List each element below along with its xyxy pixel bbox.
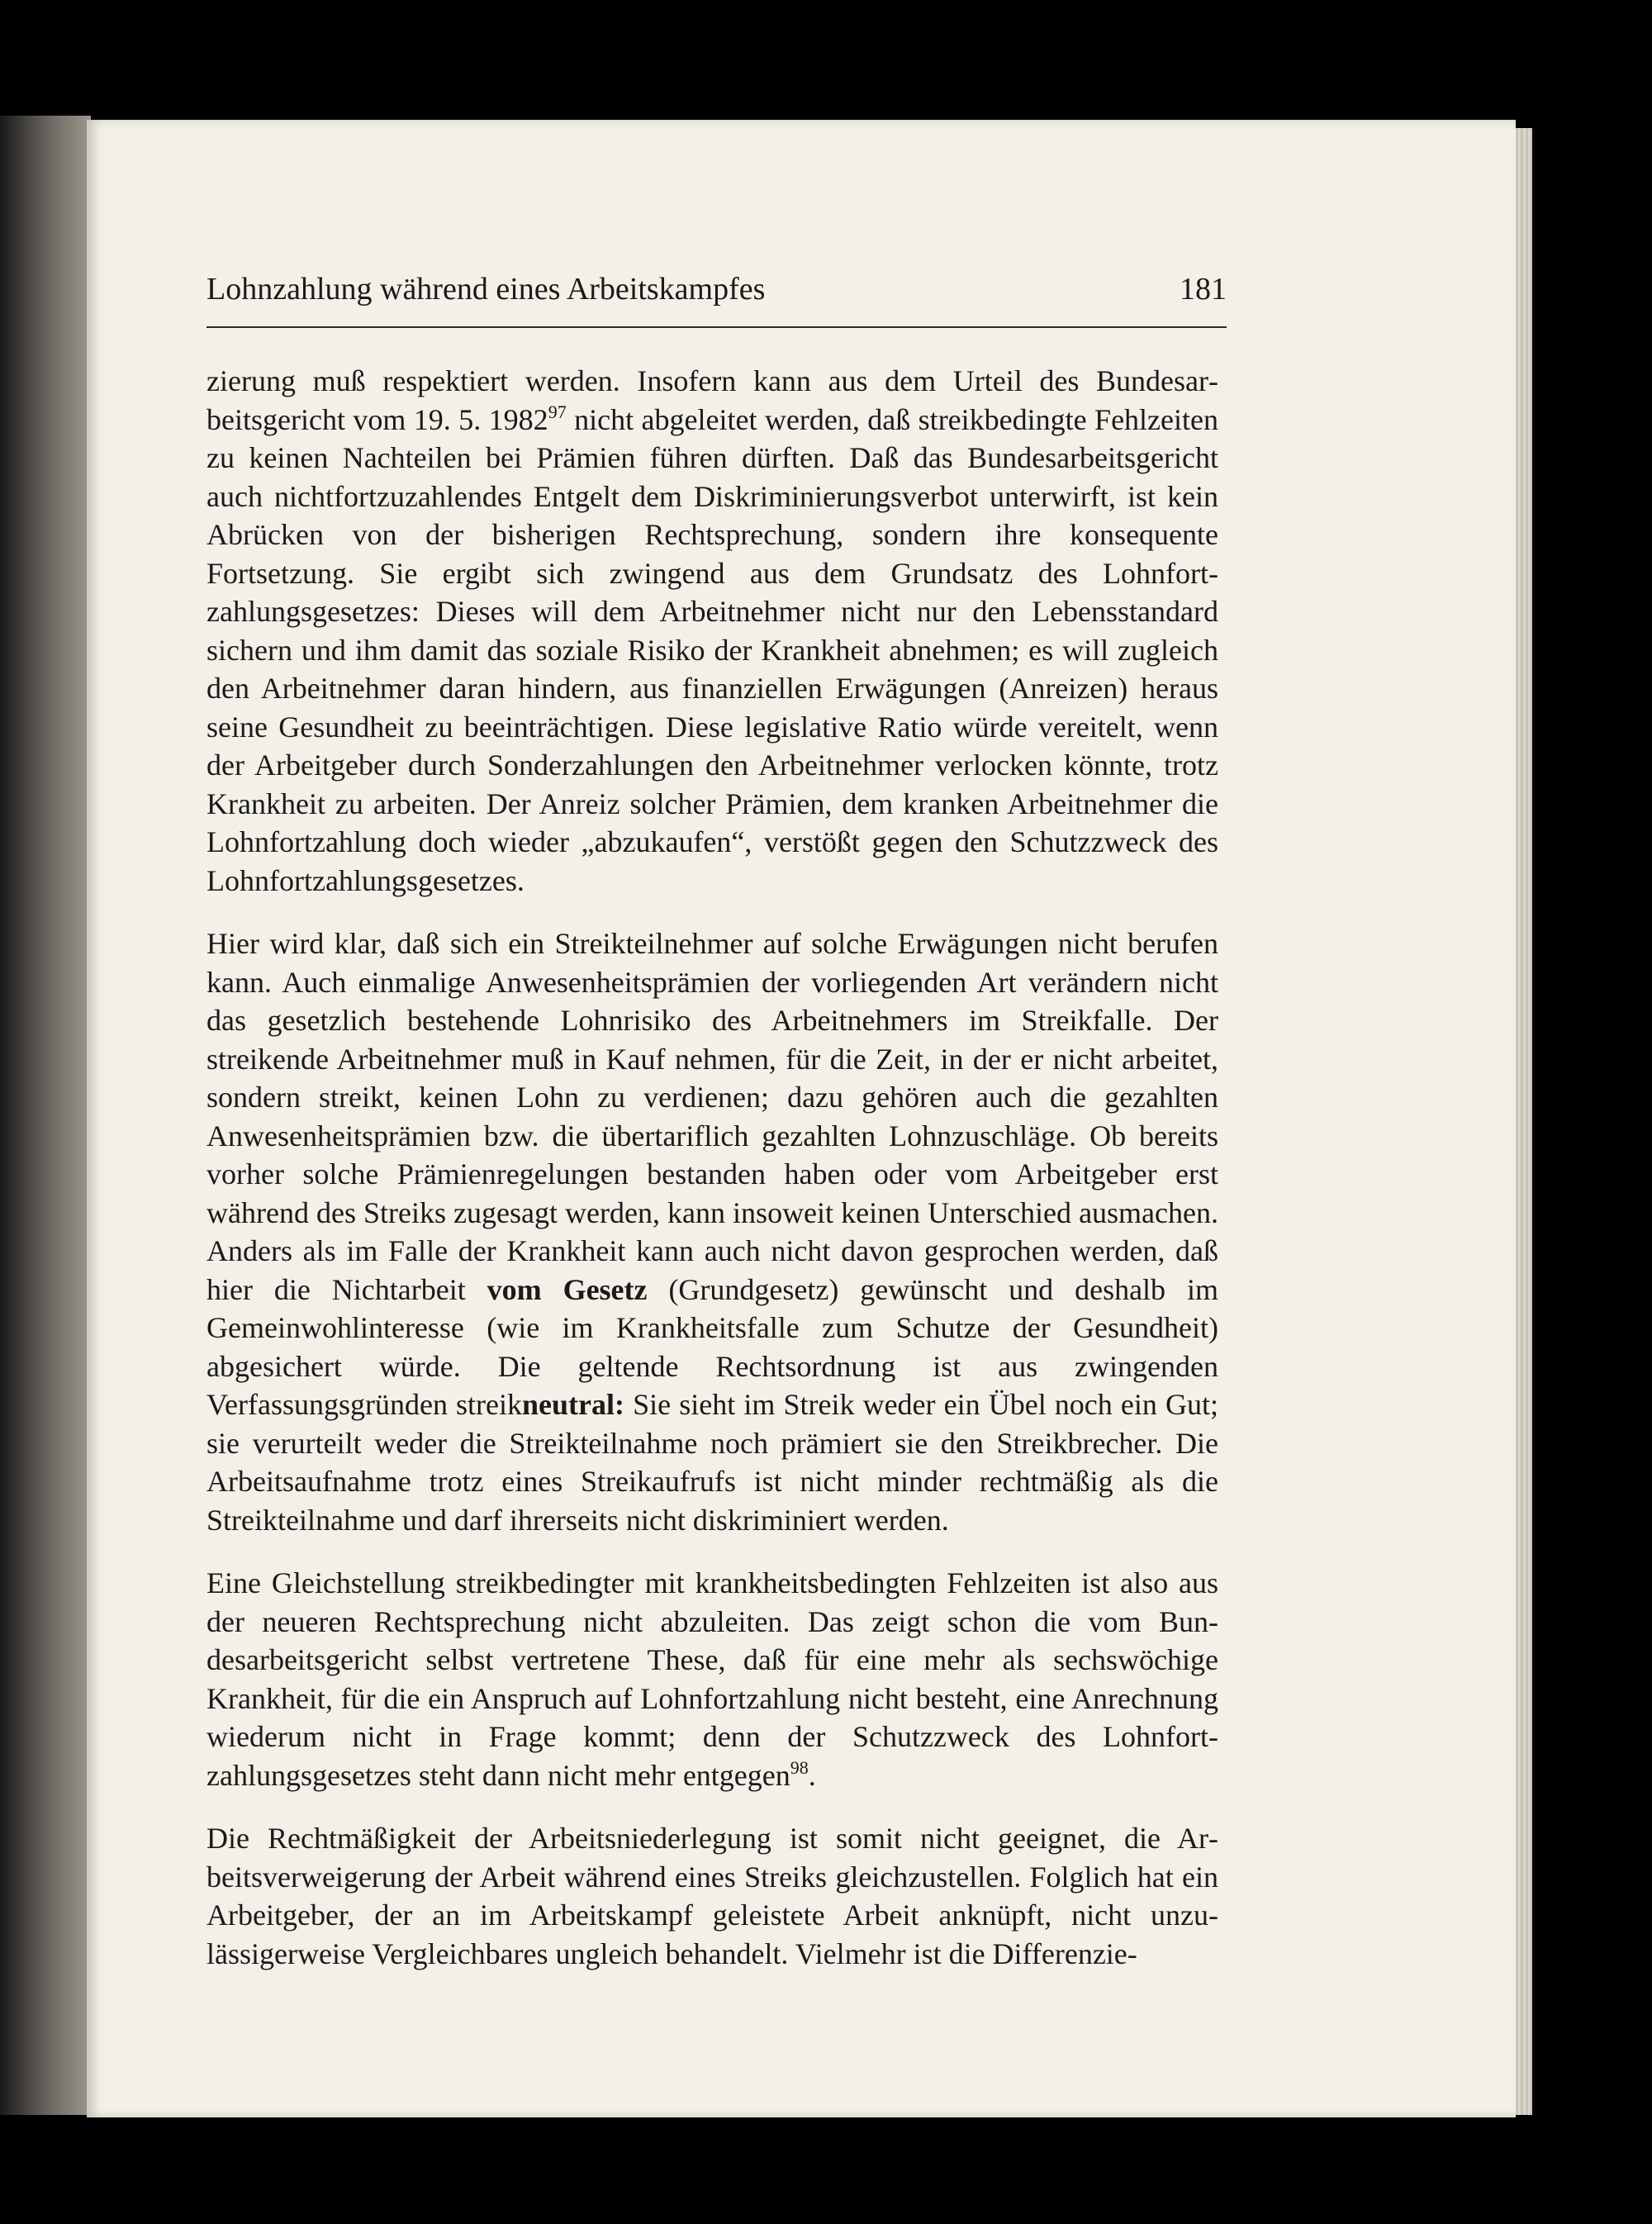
running-header-title: Lohnzahlung während eines Arbeitskampfes	[206, 272, 766, 307]
page-number: 181	[1180, 272, 1227, 307]
paragraph-text: zierung muß respektiert werden. Insofern kann aus dem Urteil des Bundesarbeitsgericht vom 19. 5. 1982	[206, 364, 1218, 436]
paragraph-text: .	[808, 1758, 816, 1792]
header-rule	[206, 326, 1227, 328]
paragraph	[206, 924, 1218, 1539]
left-page-edge	[0, 116, 91, 2115]
emphasized-text: vom Gesetz	[487, 1272, 648, 1306]
body-text	[206, 362, 1218, 1998]
paragraph-text: Eine Gleichstellung streikbedingter mit krankheitsbedingten Fehlzeiten ist also aus der neueren Rechtsprechung nicht abzuleiten. Das zeigt schon die vom Bundesarbeitsgericht selbst vertretene These, daß für eine mehr als sechswöchige Krankheit, für die ein Anspruch auf Lohnfortzahlung nicht besteht, eine Anrechnung wiederum nicht in Frage kommt; denn der Schutzzweck des Lohnfortzahlungsgesetzes steht dann nicht mehr entgegen	[206, 1566, 1218, 1792]
paragraph-text: nicht abgeleitet werden, daß streikbedingte Fehlzeiten zu keinen Nachteilen bei Prämien führen dürften. Daß das Bundesarbeitsgericht auch nichtfortzuzahlendes Entgelt dem Diskriminierungsverbot unterwirft, ist kein Abrücken von der bisherigen Rechtsprechung, sondern ihre konsequente Fortsetzung. Sie ergibt sich zwingend aus dem Grundsatz des Lohnfortzahlungsgesetzes: Dieses will dem Arbeitnehmer nicht nur den Lebensstandard sichern und ihm damit das soziale Risiko der Krankheit abnehmen; es will zugleich den Arbeitnehmer daran hindern, aus finanziellen Erwägungen (Anreizen) heraus seine Gesundheit zu beeinträchtigen. Diese legislative Ratio würde vereitelt, wenn der Arbeitgeber durch Sonderzahlungen den Arbeitnehmer verlocken könnte, trotz Krankheit zu arbeiten. Der Anreiz solcher Prämien, dem kranken Arbeitnehmer die Lohnfortzahlung doch wieder „abzukaufen“, verstößt gegen den Schutzzweck des Lohnfortzahlungsgesetzes.	[206, 402, 1218, 897]
paragraph-text: Sie sieht im Streik weder ein Übel noch ein Gut; sie verurteilt weder die Streikteilnahme noch prämiert sie den Streikbrecher. Die Arbeitsaufnahme trotz eines Streikaufrufs ist nicht minder rechtmäßig als die Streikteilnahme und darf ihrerseits nicht diskriminiert werden.	[206, 1388, 1218, 1537]
footnote-reference: 97	[548, 401, 567, 422]
paragraph-text: Die Rechtmäßigkeit der Arbeitsniederlegung ist somit nicht geeignet, die Arbeitsverweigerung der Arbeit während eines Streiks gleichzustellen. Folglich hat ein Arbeitgeber, der an im Arbeitskampf geleistete Arbeit anknüpft, nicht unzulässigerweise Vergleichbares ungleich behandelt. Vielmehr ist die Differenzie-	[206, 1822, 1218, 1970]
paragraph-text: Hier wird klar, daß sich ein Streikteilnehmer auf solche Erwägungen nicht berufen kann. Auch einmalige Anwesenheitsprämien der vorliegenden Art verändern nicht das gesetzlich bestehende Lohnrisiko des Arbeitnehmers im Streikfalle. Der streikende Arbeitnehmer muß in Kauf nehmen, für die Zeit, in der er nicht arbeitet, sondern streikt, keinen Lohn zu verdienen; dazu gehören auch die gezahlten Anwesenheitsprämien bzw. die übertariflich gezahlten Lohnzuschläge. Ob bereits vorher solche Prämienregelungen bestanden haben oder vom Arbeitgeber erst während des Streiks zugesagt werden, kann insoweit keinen Unterschied ausmachen. Anders als im Falle der Krankheit kann auch nicht davon gesprochen werden, daß hier die Nichtarbeit	[206, 927, 1218, 1306]
paragraph	[206, 1819, 1218, 1973]
footnote-reference: 98	[790, 1756, 809, 1778]
paragraph-text: (Grundgesetz) gewünscht und deshalb im Gemeinwohlinteresse (wie im Krankheitsfalle zum Schutze der Gesundheit) abgesichert würde. Die geltende Rechtsordnung ist aus zwingenden Verfassungsgründen streik	[206, 1272, 1218, 1421]
paragraph	[206, 362, 1218, 900]
paragraph	[206, 1564, 1218, 1794]
running-header	[206, 264, 1227, 330]
emphasized-text: neutral:	[522, 1388, 625, 1421]
